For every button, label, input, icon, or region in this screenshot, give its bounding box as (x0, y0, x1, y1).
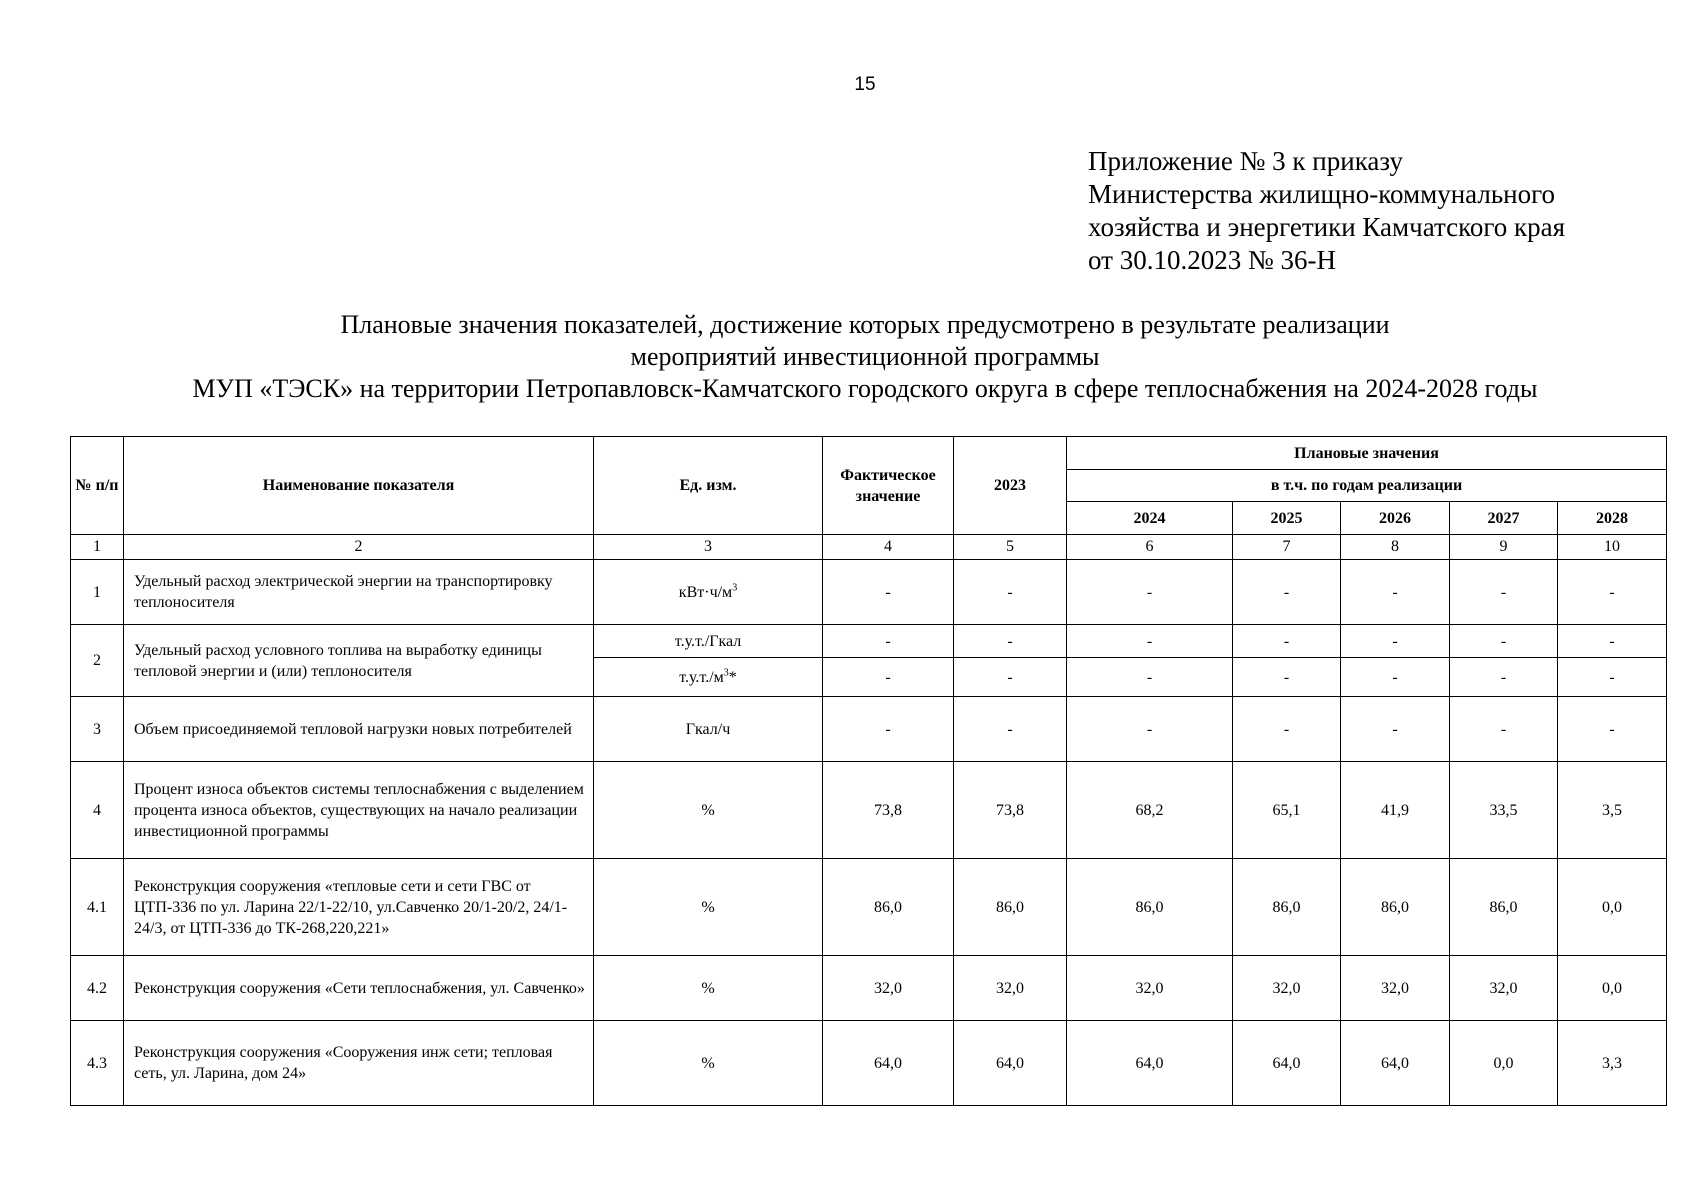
header-year: 2024 (1067, 502, 1233, 535)
title-line: Плановые значения показателей, достижение которых предусмотрено в результате реализации (340, 310, 1390, 339)
column-number: 5 (954, 535, 1067, 560)
value-cell: - (954, 625, 1067, 658)
unit-cell (594, 956, 823, 1021)
value-cell: 86,0 (1233, 859, 1341, 956)
value-cell: - (1341, 560, 1450, 625)
row-num: 1 (71, 560, 124, 625)
column-number: 2 (124, 535, 594, 560)
row-num: 3 (71, 697, 124, 762)
value-cell: 32,0 (1450, 956, 1558, 1021)
unit-cell (594, 560, 823, 625)
header-unit: Ед. изм. (594, 437, 823, 535)
value-cell: 86,0 (1450, 859, 1558, 956)
value-cell: - (823, 625, 954, 658)
header-num: № п/п (71, 437, 124, 535)
indicator-name: Реконструкция сооружения «Сооружения инж сети; тепловая сеть, ул. Ларина, дом 24» (124, 1021, 594, 1106)
title-line: мероприятий инвестиционной программы (630, 342, 1100, 371)
value-cell: 64,0 (823, 1021, 954, 1106)
value-cell: - (1558, 560, 1667, 625)
value-cell: 65,1 (1233, 762, 1341, 859)
value-cell: 64,0 (1341, 1021, 1450, 1106)
header-year: 2026 (1341, 502, 1450, 535)
value-cell: - (1341, 625, 1450, 658)
value-cell: - (1067, 625, 1233, 658)
value-cell: - (1067, 658, 1233, 697)
appendix-line: Приложение № 3 к приказу (1088, 146, 1403, 176)
table-row (71, 859, 1667, 956)
unit-text: т.у.т./м (679, 668, 724, 686)
value-cell: 32,0 (823, 956, 954, 1021)
row-num: 4.2 (71, 956, 124, 1021)
value-cell: 86,0 (1067, 859, 1233, 956)
header-year: 2027 (1450, 502, 1558, 535)
value-cell: 41,9 (1341, 762, 1450, 859)
header-by-years: в т.ч. по годам реализации (1067, 470, 1667, 502)
indicator-name: Процент износа объектов системы теплоснабжения с выделением процента износа объектов, существующих на начало реализации инвестиционной программы (124, 762, 594, 859)
value-cell: - (1450, 625, 1558, 658)
unit-text: Гкал/ч (685, 720, 731, 738)
unit-text: % (701, 801, 715, 819)
column-number: 8 (1341, 535, 1450, 560)
value-cell: 64,0 (954, 1021, 1067, 1106)
table-row (71, 956, 1667, 1021)
value-cell: - (1450, 697, 1558, 762)
indicators-table (70, 436, 1667, 1106)
unit-text: т.у.т./Гкал (674, 632, 742, 650)
value-cell: 73,8 (823, 762, 954, 859)
unit-text: кВт·ч/м (678, 583, 733, 601)
value-cell: 0,0 (1558, 859, 1667, 956)
value-cell: - (1233, 697, 1341, 762)
title-line: МУП «ТЭСК» на территории Петропавловск-Камчатского городского округа в сфере теплоснабжения на 2024-2028 годы (192, 374, 1538, 403)
appendix-line: Министерства жилищно-коммунального (1088, 179, 1556, 209)
table-row (71, 625, 1667, 658)
column-number: 10 (1558, 535, 1667, 560)
appendix-line: от 30.10.2023 № 36-Н (1088, 245, 1336, 275)
unit-cell (594, 762, 823, 859)
value-cell: 73,8 (954, 762, 1067, 859)
value-cell: - (1450, 560, 1558, 625)
unit-cell (594, 697, 823, 762)
unit-text: % (701, 1054, 715, 1072)
value-cell: 0,0 (1558, 956, 1667, 1021)
value-cell: - (954, 658, 1067, 697)
value-cell: - (1233, 658, 1341, 697)
value-cell: 64,0 (1233, 1021, 1341, 1106)
header-actual: Фактическое значение (823, 437, 954, 535)
unit-superscript: 3 (723, 667, 729, 679)
row-num: 4 (71, 762, 124, 859)
unit-cell (594, 1021, 823, 1106)
value-cell: 32,0 (1341, 956, 1450, 1021)
indicator-name: Удельный расход электрической энергии на транспортировку теплоносителя (124, 560, 594, 625)
document-title (0, 309, 1698, 405)
table-row (71, 560, 1667, 625)
value-cell: - (1233, 560, 1341, 625)
header-name: Наименование показателя (124, 437, 594, 535)
value-cell: 3,5 (1558, 762, 1667, 859)
indicator-name: Реконструкция сооружения «Сети теплоснабжения, ул. Савченко» (124, 956, 594, 1021)
value-cell: - (1067, 560, 1233, 625)
header-planned: Плановые значения (1067, 437, 1667, 470)
table-row (71, 1021, 1667, 1106)
value-cell: - (823, 697, 954, 762)
column-number: 9 (1450, 535, 1558, 560)
header-2023: 2023 (954, 437, 1067, 535)
column-number: 6 (1067, 535, 1233, 560)
unit-superscript: 3 (732, 582, 738, 594)
value-cell: - (1558, 697, 1667, 762)
column-number: 3 (594, 535, 823, 560)
column-number: 7 (1233, 535, 1341, 560)
value-cell: 86,0 (1341, 859, 1450, 956)
header-year: 2025 (1233, 502, 1341, 535)
value-cell: 32,0 (1067, 956, 1233, 1021)
value-cell: 64,0 (1067, 1021, 1233, 1106)
indicator-name: Реконструкция сооружения «тепловые сети и сети ГВС от ЦТП-336 по ул. Ларина 22/1-22/10, ул.Савченко 20/1-20/2, 24/1-24/3, от ЦТП-336 до ТК-268,220,221» (124, 859, 594, 956)
value-cell: - (823, 658, 954, 697)
value-cell: - (1067, 697, 1233, 762)
value-cell: 68,2 (1067, 762, 1233, 859)
table-row (71, 697, 1667, 762)
unit-text: % (701, 898, 715, 916)
column-number: 1 (71, 535, 124, 560)
value-cell: - (954, 560, 1067, 625)
value-cell: - (1558, 625, 1667, 658)
unit-footnote-mark: * (728, 668, 737, 686)
indicator-name: Удельный расход условного топлива на выработку единицы тепловой энергии и (или) теплоносителя (124, 625, 594, 697)
value-cell: 86,0 (823, 859, 954, 956)
value-cell: - (1450, 658, 1558, 697)
value-cell: 3,3 (1558, 1021, 1667, 1106)
value-cell: - (1341, 697, 1450, 762)
value-cell: 0,0 (1450, 1021, 1558, 1106)
appendix-reference (1088, 145, 1688, 277)
column-numbers-row (71, 535, 1667, 560)
value-cell: - (1233, 625, 1341, 658)
header-year: 2028 (1558, 502, 1667, 535)
indicator-name: Объем присоединяемой тепловой нагрузки новых потребителей (124, 697, 594, 762)
page-number: 15 (854, 74, 876, 95)
value-cell: - (954, 697, 1067, 762)
unit-cell (594, 859, 823, 956)
unit-cell (594, 658, 823, 697)
table-row (71, 762, 1667, 859)
value-cell: 33,5 (1450, 762, 1558, 859)
value-cell: 86,0 (954, 859, 1067, 956)
value-cell: - (823, 560, 954, 625)
row-num: 4.3 (71, 1021, 124, 1106)
appendix-line: хозяйства и энергетики Камчатского края (1088, 212, 1566, 242)
row-num: 4.1 (71, 859, 124, 956)
column-number: 4 (823, 535, 954, 560)
value-cell: - (1558, 658, 1667, 697)
value-cell: 32,0 (954, 956, 1067, 1021)
unit-cell (594, 625, 823, 658)
value-cell: 32,0 (1233, 956, 1341, 1021)
row-num: 2 (71, 625, 124, 697)
value-cell: - (1341, 658, 1450, 697)
unit-text: % (701, 979, 715, 997)
